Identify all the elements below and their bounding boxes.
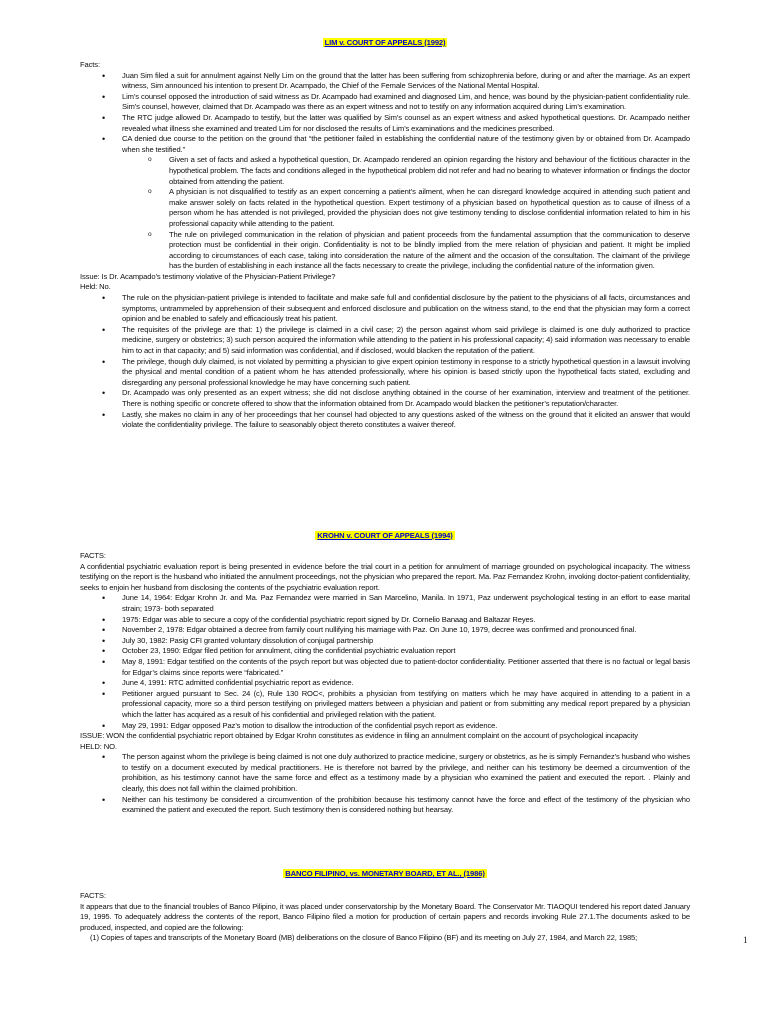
list-item: • Juan Sim filed a suit for annulment against Nelly Lim on the ground that the latter has been suffering from schizophrenia before, during or and after the marriage. As an expert witness, Sim announced his intention to present Dr. Acampado, the Chief of the Female Services of the National Mental Hospital.	[80, 71, 690, 92]
facts-heading: FACTS:	[80, 891, 106, 900]
list-item: • Dr. Acampado was only presented as an expert witness; she did not disclose anything obtained in the course of her examination, interview and treatment of the petitioner. There is nothing specific or concrete offered to show that the information obtained from Dr. Acampado would blacken the petitioner’s reputation/character.	[80, 388, 690, 409]
list-item: • The requisites of the privilege are that: 1) the privilege is claimed in a civil case; 2) the person against whom said privilege is claimed is one duly authorized to practice medicine, surgery or obstetrics; 3) such person acquired the information while attending to the patient in his professional capacity; 4) said information was necessary to enable him to act in that capacity; and 5) said information was confidential, and if disclosed, would blacken the reputation of the patient.	[80, 325, 690, 357]
lim-section	[80, 38, 690, 431]
facts-paragraph: A confidential psychiatric evaluation report is being presented in evidence before the trial court in a petition for annulment of marriage grounded on psychological incapacity. The witness testifying on the report is the husband who initiated the annulment proceedings, not the physician who prepared the report. Ma. Paz Fernandez Krohn, invoking doctor-patient confidentiality, seeks to enjoin her husband from disclosing the contents of the psychiatric evaluation report.	[80, 561, 690, 592]
sub-points-list	[80, 155, 690, 272]
held-list	[80, 752, 690, 816]
issue-text: Issue: Is Dr. Acampado’s testimony violative of the Physician-Patient Privilege?	[80, 271, 336, 281]
list-item: • CA denied due course to the petition on the ground that “the petitioner failed in establishing the confidential nature of the testimony given by or obtained from Dr. Acampado when she testified.”	[80, 134, 690, 155]
facts-heading: Facts:	[80, 60, 100, 69]
list-item: • Lim’s counsel opposed the introduction of said witness as Dr. Acampado had examined and diagnosed Lim, and hence, was bound by the physician-patient confidentiality rule. Sim’s counsel, however, claimed that Dr. Acampado was there as an expert witness and not to testify on any information acquired during Lim’s examination.	[80, 92, 690, 113]
issue-text: ISSUE: WON the confidential psychiatric report obtained by Edgar Krohn constitutes as evidence in filing an annulment complaint on the account of psychological incapacity	[80, 731, 638, 741]
banco-section	[80, 869, 690, 944]
list-item: • May 29, 1991: Edgar opposed Paz’s motion to disallow the introduction of the confidential psych report as evidence.	[80, 721, 690, 732]
list-item: • July 30, 1982: Pasig CFI granted voluntary dissolution of conjugal partnership	[80, 636, 690, 647]
list-item: o Given a set of facts and asked a hypothetical question, Dr. Acampado rendered an opinion regarding the history and behaviour of the fictitious character in the hypothetical problem. The facts and conditions alleged in the hypothetical problem did not refer and had no bearing to whatever information or findings the doctor obtained from attending the patient.	[80, 155, 690, 187]
list-item: • June 14, 1964: Edgar Krohn Jr. and Ma. Paz Fernandez were married in San Marcelino, Manila. In 1971, Paz underwent psychological testing in an effort to ease marital strain; 1973- both separated	[80, 593, 690, 614]
list-item: • October 23, 1990: Edgar filed petition for annulment, citing the confidential psychiatric evaluation report	[80, 646, 690, 657]
case-title-lim: LIM v. COURT OF APPEALS (1992)	[324, 38, 446, 47]
facts-paragraph: It appears that due to the financial troubles of Banco Pilipino, it was placed under conservatorship by the Monetary Board. The Conservator Mr. TIAOQUI tendered his report dated January 19, 1995. To adequately address the contents of the report, Banco Filipino filed a motion for production of certain papers and records invoking Rule 27.1.The documents asked to be produced, inspected, and copied are the following:	[80, 901, 690, 932]
krohn-section	[80, 531, 690, 816]
facts-list	[80, 71, 690, 156]
list-item: • Neither can his testimony be considered a circumvention of the prohibition because his testimony cannot have the force and effect of the testimony of the physician who examined the patient and executed the report. Such testimony then is considered nothing but hearsay.	[80, 795, 690, 816]
page-number: 1	[743, 935, 748, 945]
list-item: • May 8, 1991: Edgar testified on the contents of the psych report but was objected due to patient-doctor confidentiality. Petitioner asserted that there is no factual or legal basis for Edgar’s claims since reports were “fabricated.”	[80, 657, 690, 678]
list-item: • November 2, 1978: Edgar obtained a decree from family court nullifying his marriage with Paz. On June 10, 1979, decree was confirmed and pronounced final.	[80, 625, 690, 636]
list-item: • The rule on the physician-patient privilege is intended to facilitate and make safe full and confidential disclosure by the patient to the physicians of all facts, circumstances and symptoms, untrammeled by apprehension of their subsequent and enforced disclosure and publication on the witness stand, to the end that the physician may form a correct opinion and be enabled to safely and efficaciously treat his patient.	[80, 293, 690, 325]
list-item: o A physician is not disqualified to testify as an expert concerning a patient’s ailment, when he can disregard knowledge acquired in attending such patient and make answer solely on facts related in the hypothetical question. Expert testimony of a physician based on hypothetical question as to cause of illness of a person whom he has attended is not privileged, provided the physician does not give testimony tending to disclose confidential information related to him in his professional capacity while attending to the patient.	[80, 187, 690, 229]
facts-heading: FACTS:	[80, 551, 106, 560]
document-request-item: (1) Copies of tapes and transcripts of the Monetary Board (MB) deliberations on the closure of Banco Filipino (BF) and its meeting on July 27, 1984, and March 22, 1985;	[90, 933, 638, 943]
list-item: • June 4, 1991: RTC admitted confidential psychiatric report as evidence.	[80, 678, 690, 689]
list-item: • The RTC judge allowed Dr. Acampado to testify, but the latter was qualified by Sim’s counsel as an expert witness and asked hypothetical questions. Dr. Acampado neither revealed what illness she examined and treated Lim for nor disclosed the results of Lim’s examinations and the medicines prescribed.	[80, 113, 690, 134]
case-title-krohn: KROHN v. COURT OF APPEALS (1994)	[317, 531, 453, 540]
held-text: Held: No.	[80, 282, 111, 292]
list-item: • The privilege, though duly claimed, is not violated by permitting a physician to give expert opinion testimony in response to a strictly hypothetical question in a lawsuit involving the physical and mental condition of a patient whom he has attended professionally, where his opinion is based strictly upon the hypothetical facts stated, excluding and disregarding any personal professional knowledge he may have concerning such patient.	[80, 357, 690, 389]
list-item: • Petitioner argued pursuant to Sec. 24 (c), Rule 130 ROC<, prohibits a physician from testifying on matters which he may have acquired in attending to a patient in a professional capacity, more so a third person testifying on privileged matters between a physician and patient or from submitting any medical report prepared by a physician which the latter has acquired as a result of his confidential and privileged relation with the patient.	[80, 689, 690, 721]
timeline-list	[80, 593, 690, 731]
held-list	[80, 293, 690, 431]
held-text: HELD: NO.	[80, 741, 117, 751]
list-item: • 1975: Edgar was able to secure a copy of the confidential psychiatric report signed by Dr. Cornelio Banaag and Baltazar Reyes.	[80, 615, 690, 626]
case-title-banco: BANCO FILIPINO, vs. MONETARY BOARD, ET AL., (1986)	[285, 869, 485, 878]
list-item: o The rule on privileged communication in the relation of physician and patient proceeds from the fundamental assumption that the communication to deserve protection must be confidential in their origin. Confidentiality is not to be blindly implied from the mere relation of physician and patient. It might be implied according to circumstances of each case, taking into consideration the nature of the ailment and the occasion of the consultation. The claimant of the privilege has the burden of establishing in each instance all the facts necessary to create the privilege, including the confidential nature of the information given.	[80, 230, 690, 272]
list-item: • Lastly, she makes no claim in any of her proceedings that her counsel had objected to any questions asked of the witness on the ground that it elicited an answer that would violate the confidentiality privilege. The failure to seasonably object thereto constitutes a waiver thereof.	[80, 410, 690, 431]
list-item: • The person against whom the privilege is being claimed is not one duly authorized to practice medicine, surgery or obstetrics, as he is simply Fernandez’s husband who wishes to testify on a document executed by medical practitioners. He is therefore not barred by the privilege, and neither can his testimony be deemed a circumvention of the prohibition, as his testimony cannot have the same force and effect as a testimony made by a physician who examined the patient and executed the report. . Plainly and clearly, this does not fall within the claimed prohibition.	[80, 752, 690, 794]
